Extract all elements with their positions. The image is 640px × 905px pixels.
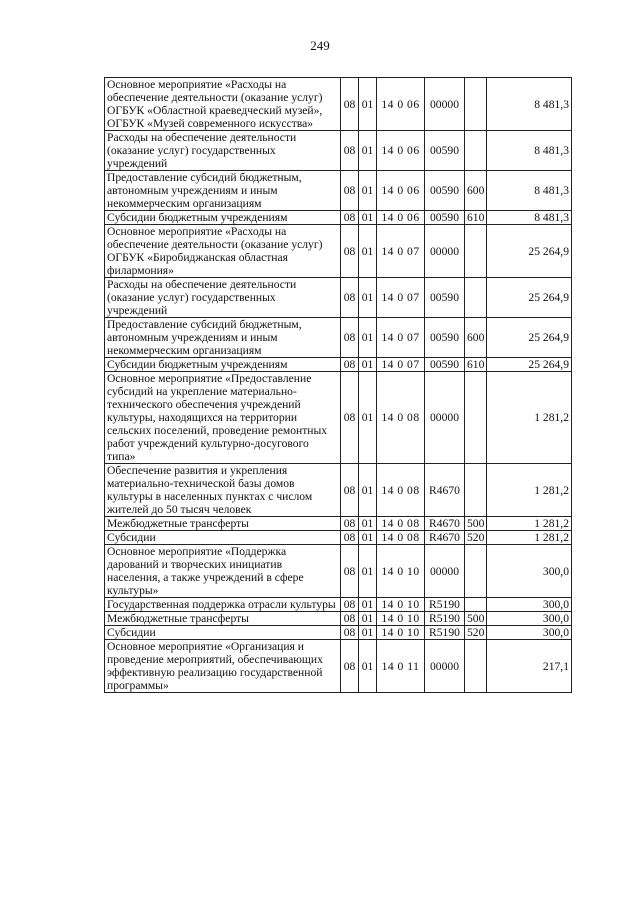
table-row — [105, 464, 572, 517]
row-rz-cell: 08 — [341, 640, 359, 693]
row-expense-type-cell: 600 — [465, 171, 487, 211]
row-pr-cell: 01 — [359, 131, 377, 171]
row-amount-cell: 25 264,9 — [487, 278, 572, 318]
table-row — [105, 612, 572, 626]
table-row — [105, 640, 572, 693]
row-amount-cell: 217,1 — [487, 640, 572, 693]
row-name-cell: Основное мероприятие «Предоставление субсидий на укрепление материально-технического обеспечения учреждений культуры, находящихся на территории сельских поселений, проведение ремонтных работ учреждений культурно-досугового типа» — [105, 372, 341, 464]
row-expense-type-cell — [465, 464, 487, 517]
row-amount-cell: 25 264,9 — [487, 225, 572, 278]
row-expense-type-cell — [465, 640, 487, 693]
row-direction-code-cell: R4670 — [425, 531, 465, 545]
row-program-code-cell: 14 0 10 — [377, 626, 425, 640]
table-row — [105, 131, 572, 171]
row-expense-type-cell: 600 — [465, 318, 487, 358]
row-amount-cell: 1 281,2 — [487, 531, 572, 545]
row-direction-code-cell: 00000 — [425, 545, 465, 598]
row-name-cell: Расходы на обеспечение деятельности (оказание услуг) государственных учреждений — [105, 278, 341, 318]
row-direction-code-cell: R4670 — [425, 464, 465, 517]
row-amount-cell: 1 281,2 — [487, 517, 572, 531]
row-program-code-cell: 14 0 07 — [377, 318, 425, 358]
row-rz-cell: 08 — [341, 598, 359, 612]
row-pr-cell: 01 — [359, 372, 377, 464]
row-program-code-cell: 14 0 08 — [377, 372, 425, 464]
row-rz-cell: 08 — [341, 225, 359, 278]
row-pr-cell: 01 — [359, 278, 377, 318]
row-pr-cell: 01 — [359, 531, 377, 545]
row-amount-cell: 8 481,3 — [487, 171, 572, 211]
row-name-cell: Обеспечение развития и укрепления материально-технической базы домов культуры в населенных пунктах с числом жителей до 50 тысяч человек — [105, 464, 341, 517]
row-direction-code-cell: R4670 — [425, 517, 465, 531]
row-name-cell: Субсидии бюджетным учреждениям — [105, 211, 341, 225]
row-expense-type-cell — [465, 131, 487, 171]
row-direction-code-cell: R5190 — [425, 626, 465, 640]
row-pr-cell: 01 — [359, 545, 377, 598]
row-program-code-cell: 14 0 07 — [377, 225, 425, 278]
row-name-cell: Основное мероприятие «Поддержка дарований и творческих инициатив населения, а также учреждений в сфере культуры» — [105, 545, 341, 598]
row-pr-cell: 01 — [359, 640, 377, 693]
table-row — [105, 171, 572, 211]
row-pr-cell: 01 — [359, 318, 377, 358]
row-rz-cell: 08 — [341, 78, 359, 131]
row-name-cell: Межбюджетные трансферты — [105, 612, 341, 626]
row-amount-cell: 300,0 — [487, 545, 572, 598]
row-program-code-cell: 14 0 08 — [377, 517, 425, 531]
row-rz-cell: 08 — [341, 278, 359, 318]
row-program-code-cell: 14 0 10 — [377, 545, 425, 598]
page-number: 249 — [310, 38, 330, 53]
table-row — [105, 318, 572, 358]
table-body — [105, 78, 572, 693]
row-rz-cell: 08 — [341, 171, 359, 211]
row-name-cell: Межбюджетные трансферты — [105, 517, 341, 531]
row-amount-cell: 1 281,2 — [487, 464, 572, 517]
row-pr-cell: 01 — [359, 612, 377, 626]
table-row — [105, 517, 572, 531]
row-pr-cell: 01 — [359, 78, 377, 131]
row-expense-type-cell: 520 — [465, 626, 487, 640]
row-rz-cell: 08 — [341, 211, 359, 225]
row-direction-code-cell: 00000 — [425, 78, 465, 131]
row-rz-cell: 08 — [341, 464, 359, 517]
row-program-code-cell: 14 0 06 — [377, 211, 425, 225]
row-amount-cell: 25 264,9 — [487, 358, 572, 372]
table-row — [105, 531, 572, 545]
row-program-code-cell: 14 0 07 — [377, 278, 425, 318]
row-pr-cell: 01 — [359, 211, 377, 225]
row-pr-cell: 01 — [359, 358, 377, 372]
row-amount-cell: 8 481,3 — [487, 78, 572, 131]
row-direction-code-cell: 00590 — [425, 358, 465, 372]
row-amount-cell: 25 264,9 — [487, 318, 572, 358]
row-program-code-cell: 14 0 10 — [377, 598, 425, 612]
row-expense-type-cell — [465, 598, 487, 612]
row-program-code-cell: 14 0 06 — [377, 78, 425, 131]
row-amount-cell: 300,0 — [487, 626, 572, 640]
row-name-cell: Предоставление субсидий бюджетным, автономным учреждениям и иным некоммерческим организациям — [105, 318, 341, 358]
table-row — [105, 598, 572, 612]
row-rz-cell: 08 — [341, 545, 359, 598]
budget-table — [104, 77, 572, 693]
table-row — [105, 626, 572, 640]
row-rz-cell: 08 — [341, 318, 359, 358]
row-program-code-cell: 14 0 10 — [377, 612, 425, 626]
row-direction-code-cell: R5190 — [425, 612, 465, 626]
row-direction-code-cell: 00000 — [425, 372, 465, 464]
table-row — [105, 372, 572, 464]
row-name-cell: Субсидии бюджетным учреждениям — [105, 358, 341, 372]
row-pr-cell: 01 — [359, 171, 377, 211]
row-name-cell: Расходы на обеспечение деятельности (оказание услуг) государственных учреждений — [105, 131, 341, 171]
row-direction-code-cell: 00590 — [425, 131, 465, 171]
row-program-code-cell: 14 0 08 — [377, 531, 425, 545]
row-program-code-cell: 14 0 06 — [377, 131, 425, 171]
table-row — [105, 358, 572, 372]
row-name-cell: Основное мероприятие «Расходы на обеспечение деятельности (оказание услуг) ОГБУК «Биробиджанская областная филармония» — [105, 225, 341, 278]
row-pr-cell: 01 — [359, 225, 377, 278]
row-expense-type-cell — [465, 278, 487, 318]
row-amount-cell: 8 481,3 — [487, 131, 572, 171]
row-expense-type-cell: 520 — [465, 531, 487, 545]
row-amount-cell: 300,0 — [487, 598, 572, 612]
row-expense-type-cell — [465, 545, 487, 598]
row-amount-cell: 1 281,2 — [487, 372, 572, 464]
row-direction-code-cell: 00590 — [425, 211, 465, 225]
row-name-cell: Основное мероприятие «Организация и проведение мероприятий, обеспечивающих эффективную реализацию государственной программы» — [105, 640, 341, 693]
table-row — [105, 211, 572, 225]
row-amount-cell: 300,0 — [487, 612, 572, 626]
row-program-code-cell: 14 0 08 — [377, 464, 425, 517]
row-rz-cell: 08 — [341, 131, 359, 171]
row-expense-type-cell — [465, 372, 487, 464]
row-expense-type-cell: 610 — [465, 211, 487, 225]
row-name-cell: Субсидии — [105, 626, 341, 640]
table-row — [105, 78, 572, 131]
row-name-cell: Предоставление субсидий бюджетным, автономным учреждениям и иным некоммерческим организациям — [105, 171, 341, 211]
row-rz-cell: 08 — [341, 372, 359, 464]
row-direction-code-cell: 00590 — [425, 318, 465, 358]
row-expense-type-cell: 500 — [465, 612, 487, 626]
row-name-cell: Субсидии — [105, 531, 341, 545]
row-rz-cell: 08 — [341, 612, 359, 626]
row-expense-type-cell — [465, 225, 487, 278]
row-pr-cell: 01 — [359, 464, 377, 517]
row-amount-cell: 8 481,3 — [487, 211, 572, 225]
row-direction-code-cell: 00590 — [425, 278, 465, 318]
row-program-code-cell: 14 0 07 — [377, 358, 425, 372]
row-direction-code-cell: R5190 — [425, 598, 465, 612]
row-pr-cell: 01 — [359, 626, 377, 640]
row-name-cell: Основное мероприятие «Расходы на обеспечение деятельности (оказание услуг) ОГБУК «Областной краеведческий музей», ОГБУК «Музей современного искусства» — [105, 78, 341, 131]
row-rz-cell: 08 — [341, 358, 359, 372]
table-row — [105, 545, 572, 598]
table-row — [105, 278, 572, 318]
row-direction-code-cell: 00000 — [425, 640, 465, 693]
row-expense-type-cell — [465, 78, 487, 131]
row-expense-type-cell: 610 — [465, 358, 487, 372]
row-pr-cell: 01 — [359, 598, 377, 612]
table-row — [105, 225, 572, 278]
row-rz-cell: 08 — [341, 626, 359, 640]
row-direction-code-cell: 00000 — [425, 225, 465, 278]
row-program-code-cell: 14 0 11 — [377, 640, 425, 693]
row-direction-code-cell: 00590 — [425, 171, 465, 211]
row-pr-cell: 01 — [359, 517, 377, 531]
row-program-code-cell: 14 0 06 — [377, 171, 425, 211]
row-rz-cell: 08 — [341, 517, 359, 531]
row-rz-cell: 08 — [341, 531, 359, 545]
row-expense-type-cell: 500 — [465, 517, 487, 531]
row-name-cell: Государственная поддержка отрасли культуры — [105, 598, 341, 612]
